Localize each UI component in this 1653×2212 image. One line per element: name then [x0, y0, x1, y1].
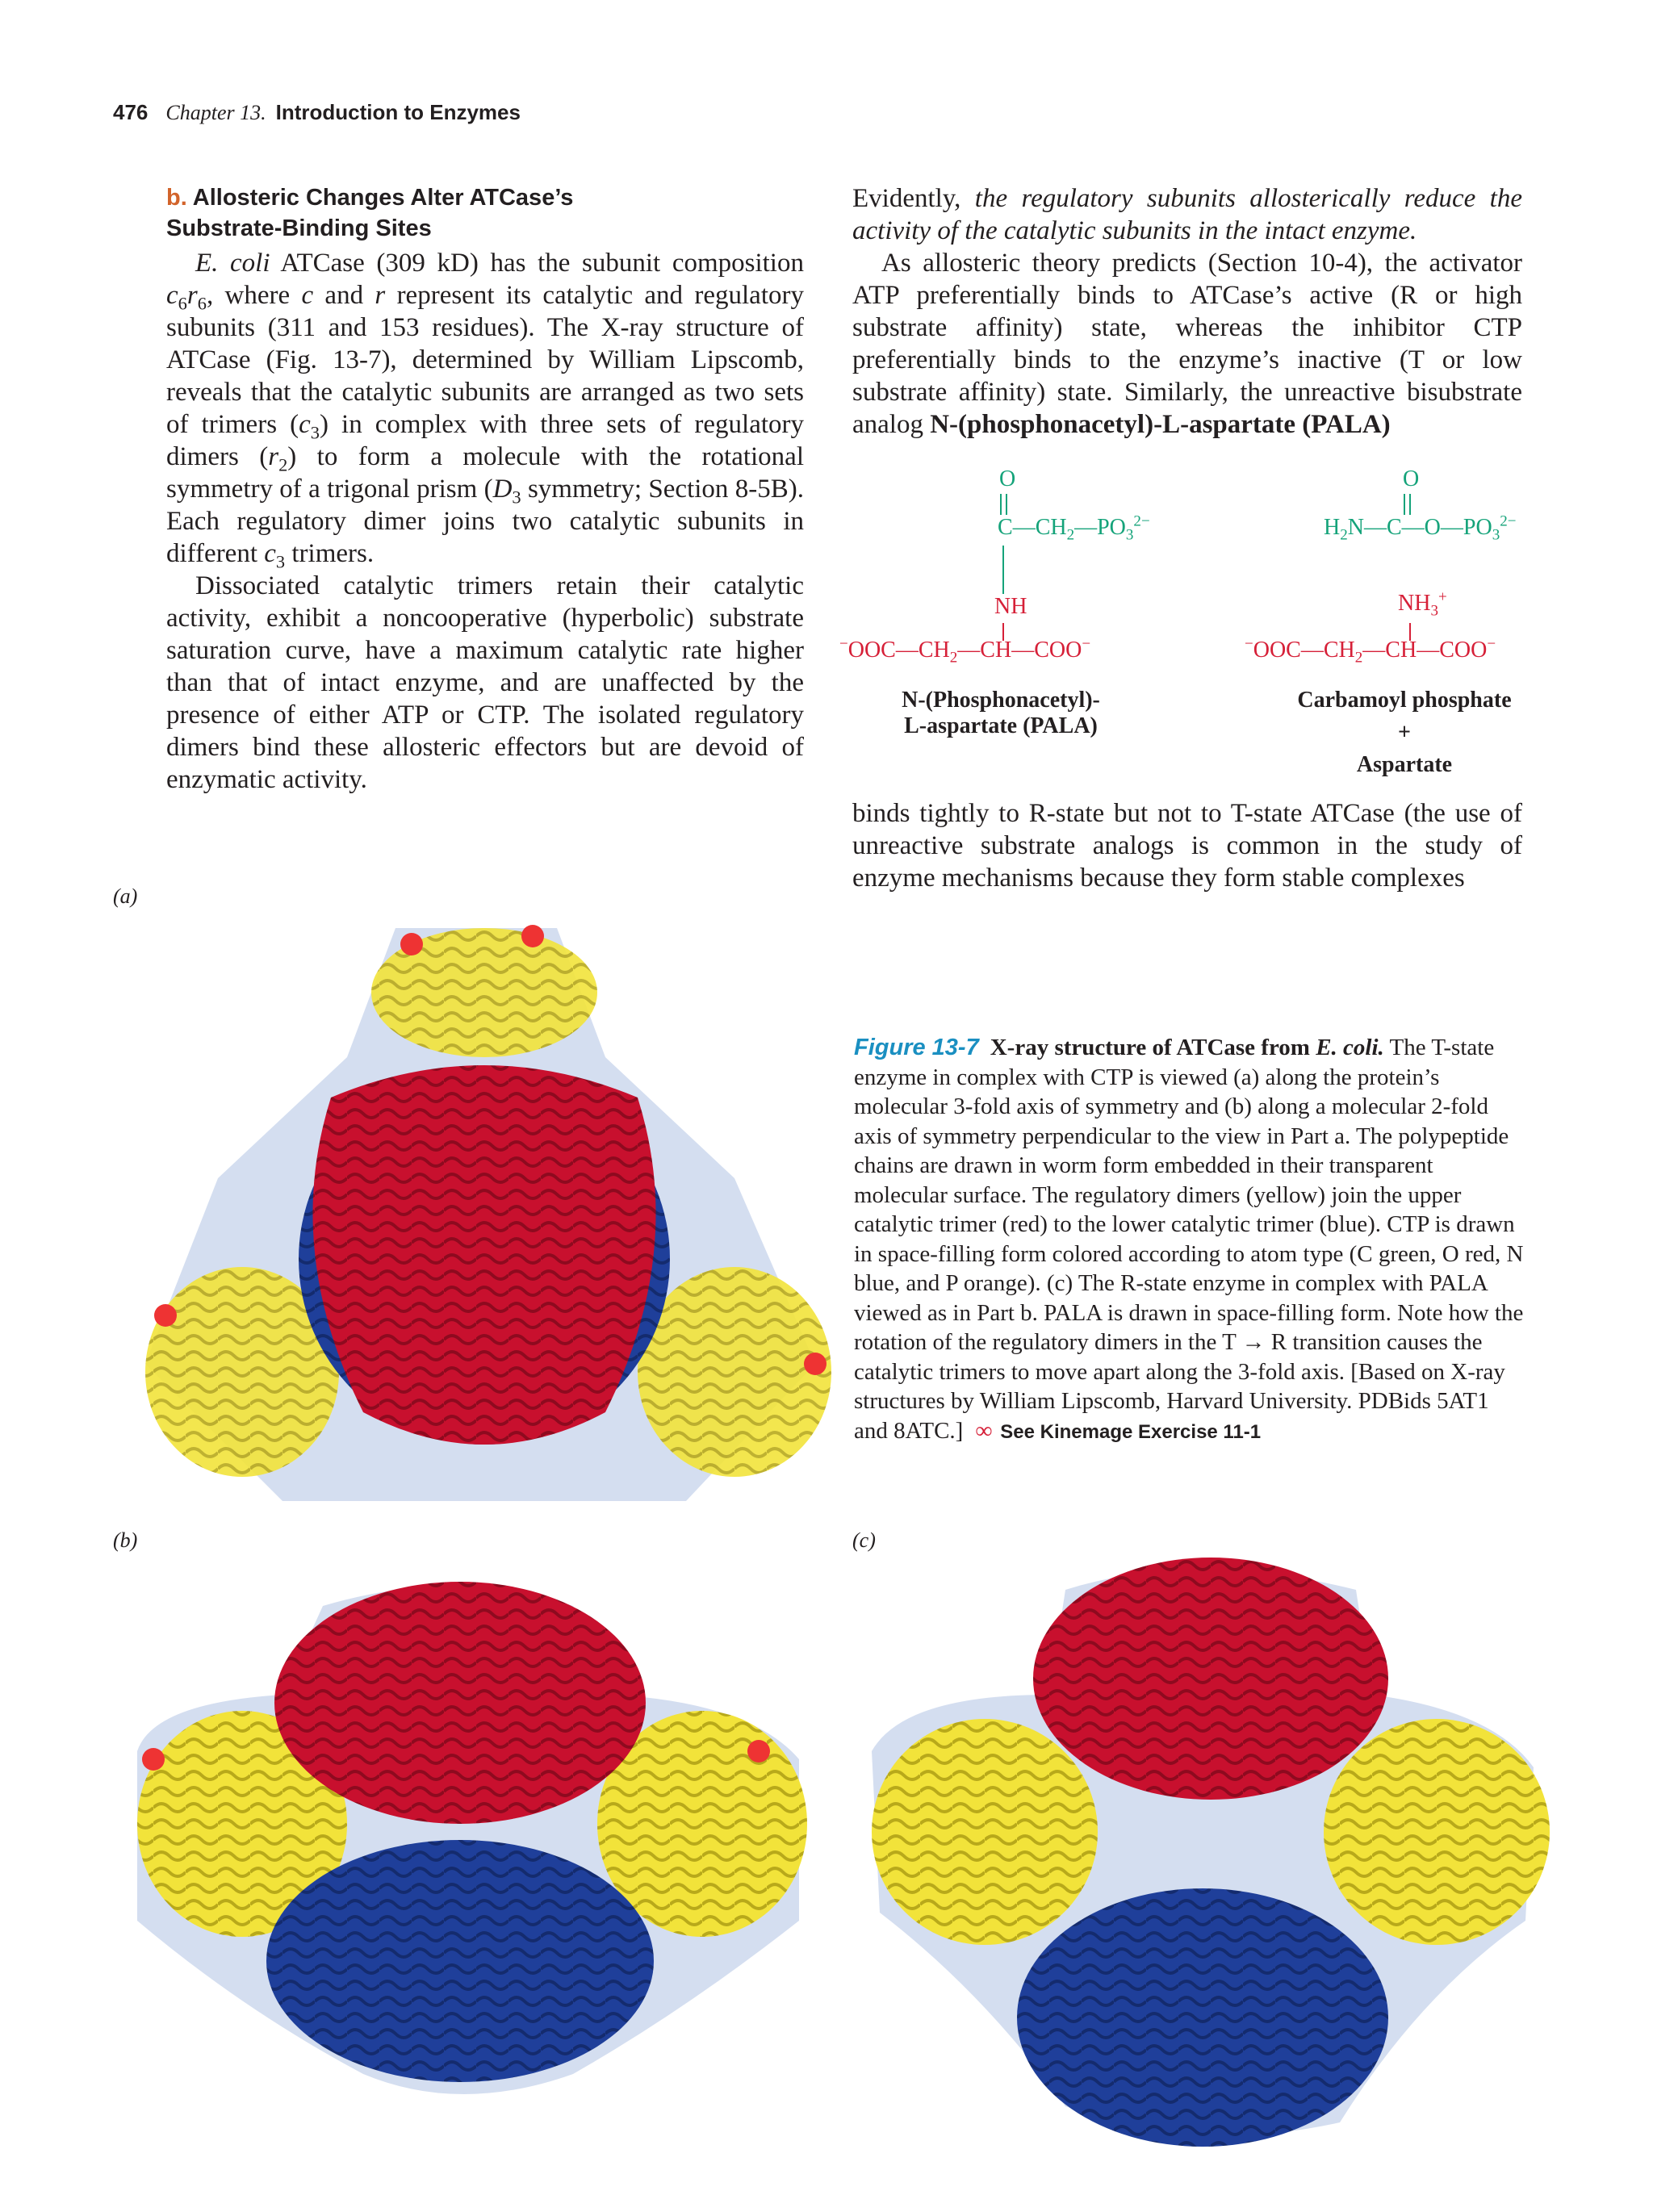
- bond-dash: —: [1012, 515, 1036, 540]
- double-bond-line: [1404, 494, 1405, 515]
- atom-label: OOC: [847, 638, 896, 663]
- organism-name: E. coli: [195, 249, 270, 278]
- cp-caption-name: Carbamoyl phosphate: [1297, 688, 1512, 713]
- asp-amine: [1398, 588, 1447, 620]
- bond-dash: —: [1417, 638, 1440, 663]
- figure-title: X-ray structure of ATCase from: [990, 1035, 1316, 1060]
- atom-sub: 2: [1354, 649, 1363, 667]
- bond-dash: —: [1440, 515, 1463, 540]
- figure-caption-body: The T-state enzyme in complex with CTP is viewed (a) along the protein’s molecular 3-fold axis of symmetry and (b) along a molecular 2-fold axis of symmetry perpendicular to the view in Part a. The polypeptide chains are drawn in worm form embedded in their transparent molecular surface. The regulatory dimers (yellow) join the upper catalytic trimer (red) to the lower catalytic trimer (blue). CTP is drawn in space-filling form colored according to atom type (C green, O red, N blue, and P orange). (c) The R-state enzyme in complex with PALA viewed as in Part b. PALA is drawn in space-filling form. Note how the rotation of the regulatory dimers in the T → R transition causes the catalytic trimers to move apart along the 3-fold axis. [Based on X-ray structures by William Lipscomb, Harvard University. PDBids 5AT1 and 8ATC.]: [854, 1035, 1524, 1444]
- atom-label: C: [1386, 515, 1402, 540]
- single-bond-line: [1002, 546, 1004, 594]
- bond-dash: —: [1011, 638, 1035, 663]
- pala-aspartate-row: [839, 635, 1091, 667]
- double-bond-line: [1409, 494, 1411, 515]
- atom-label: COO: [1034, 638, 1082, 663]
- figure-panel-c-image: [856, 1541, 1558, 2155]
- paragraph-dissociated: Dissociated catalytic trimers retain their catalytic activity, exhibit a noncooperative (hyperbolic) substrate saturation curve, have a maximum catalytic rate higher than that of intact enzyme, and are unaffected by the presence of either ATP or CTP. The isolated regulatory dimers bind these allosteric effectors but are devoid of enzymatic activity.: [166, 571, 804, 794]
- charge: −: [1487, 635, 1496, 653]
- kinemage-link[interactable]: See Kinemage Exercise 11-1: [1000, 1420, 1262, 1443]
- double-bond-line: [1000, 494, 1002, 515]
- math-D: D: [492, 475, 513, 504]
- figure-title-organism: E. coli.: [1316, 1035, 1384, 1060]
- math-sub: 3: [275, 551, 286, 572]
- paragraph-subunits: [166, 247, 804, 570]
- text-run: represent its catalytic and regulatory subunits (311 and 153 residues). The X-ray structure of ATCase (Fig. 13-7), determined by William Lipscomb, reveals that the catalytic subunits are arranged as two sets of trimers (: [166, 281, 804, 439]
- bond-dash: —: [1362, 638, 1386, 663]
- atom-sub: 2: [1066, 526, 1075, 544]
- emphasis-text: the regulatory subunits allosterically reduce the activity of the catalytic subunits in the intact enzyme.: [852, 184, 1522, 245]
- cp-row: [1324, 512, 1517, 544]
- figure-caption: [854, 1033, 1524, 1447]
- pala-caption-line1: N-(Phosphonacetyl)-: [902, 688, 1100, 713]
- math-sub: 6: [178, 293, 187, 314]
- charge: −: [1082, 635, 1091, 653]
- pala-phosphonate-row: [998, 512, 1150, 544]
- figure-panel-b-image: [121, 1558, 823, 2122]
- text-run: Evidently,: [852, 184, 975, 213]
- section-heading: [166, 182, 804, 244]
- math-sub: 2: [278, 454, 288, 475]
- asp-caption-name: Aspartate: [1356, 752, 1453, 777]
- math-sub: 3: [310, 422, 320, 443]
- paragraph-evidently: [852, 182, 1522, 247]
- math-r: r: [186, 281, 198, 310]
- atom-label: CH: [1035, 515, 1067, 540]
- chapter-label: Chapter 13.: [165, 101, 266, 124]
- section-heading-line2: Substrate-Binding Sites: [166, 215, 432, 241]
- atom-sub: 2: [1340, 526, 1348, 544]
- section-heading-line1: Allosteric Changes Alter ATCase’s: [192, 185, 574, 211]
- math-r: r: [268, 442, 279, 471]
- math-sub: 6: [197, 293, 207, 314]
- pala-caption-line2: L-aspartate (PALA): [904, 713, 1098, 738]
- pala-amide-nh: NH: [994, 594, 1027, 619]
- text-run: ) in complex with three sets of regulatory dimers (: [166, 410, 805, 471]
- atom-sub: 3: [1125, 526, 1134, 544]
- charge: +: [1437, 588, 1447, 606]
- running-head: [113, 100, 521, 125]
- atom-label: O: [1424, 515, 1441, 540]
- atom-label: OOC: [1253, 638, 1301, 663]
- panel-label-a: (a): [113, 884, 138, 908]
- section-label: b.: [166, 185, 187, 211]
- math-c: c: [301, 281, 314, 310]
- atom-label: CH: [1385, 638, 1417, 663]
- bond-dash: —: [895, 638, 919, 663]
- bond-dash: —: [957, 638, 981, 663]
- atom-label: CH: [1323, 638, 1355, 663]
- atom-sub: 3: [1430, 602, 1438, 620]
- atom-label: C: [998, 515, 1013, 540]
- math-c: c: [264, 539, 276, 568]
- pala-caption: [864, 688, 1138, 739]
- kinemage-icon: ∞: [975, 1417, 993, 1444]
- figure-number: Figure 13-7: [854, 1035, 979, 1060]
- atom-label: CH: [980, 638, 1012, 663]
- asp-row: [1245, 635, 1496, 667]
- charge: 2−: [1500, 512, 1517, 530]
- pala-oxygen: O: [999, 466, 1016, 491]
- text-run: symmetry; Section 8-5B). Each regulatory dimer joins two catalytic subunits in different: [166, 475, 804, 568]
- math-r: r: [375, 281, 386, 310]
- charge: 2−: [1133, 512, 1150, 530]
- figure-panel-a-image: [121, 912, 847, 1509]
- bond-dash: —: [1401, 515, 1425, 540]
- bond-dash: —: [1363, 515, 1387, 540]
- math-c: c: [299, 410, 311, 439]
- paragraph-allosteric-theory: [852, 247, 1522, 441]
- atom-sub: 3: [1492, 526, 1500, 544]
- atom-label: PO: [1463, 515, 1492, 540]
- math-c: c: [166, 281, 178, 310]
- charge: −: [839, 635, 848, 653]
- cp-caption: [1267, 688, 1542, 778]
- atom-label: PO: [1097, 515, 1126, 540]
- double-bond-line: [1006, 494, 1007, 515]
- bond-dash: —: [1074, 515, 1098, 540]
- text-run: ) to form a molecule with the rotational symmetry of a trigonal prism (: [166, 442, 804, 504]
- panel-label-c: (c): [852, 1528, 876, 1552]
- text-run: ATCase (309 kD) has the subunit composition: [270, 249, 804, 278]
- atom-label: H: [1324, 515, 1341, 540]
- text-run: and: [313, 281, 375, 310]
- charge: −: [1245, 635, 1253, 653]
- text-run: trimers.: [285, 539, 375, 568]
- cp-caption-plus: +: [1398, 720, 1411, 745]
- atom-label: CH: [918, 638, 950, 663]
- atom-label: N: [1347, 515, 1364, 540]
- ctp-sphere: [400, 933, 423, 955]
- text-run: As allosteric theory predicts (Section 10-4), the activator ATP preferentially binds to ATCase’s active (R or high substrate affinity) state, whereas the inhibitor CTP preferentially binds to the enzyme’s inactive (T or low substrate affinity) state. Similarly, the unreactive bisubstrate analog: [852, 249, 1522, 439]
- chapter-title: Introduction to Enzymes: [275, 100, 521, 124]
- paragraph-binds-tightly: binds tightly to R-state but not to T-state ATCase (the use of unreactive substrate analogs is common in the study of enzyme mechanisms because they form stable complexes: [852, 799, 1522, 893]
- panel-label-b: (b): [113, 1528, 138, 1552]
- chemical-structures: [831, 460, 1558, 783]
- atom-sub: 2: [949, 649, 958, 667]
- math-sub: 3: [512, 487, 521, 508]
- text-run: , where: [206, 281, 302, 310]
- pala-name: N-(phosphonacetyl)-L-aspartate (PALA): [930, 410, 1391, 439]
- atom-label: NH: [1398, 591, 1431, 616]
- atom-label: COO: [1439, 638, 1488, 663]
- page-number: 476: [113, 100, 149, 124]
- cp-oxygen: O: [1403, 466, 1420, 491]
- bond-dash: —: [1300, 638, 1324, 663]
